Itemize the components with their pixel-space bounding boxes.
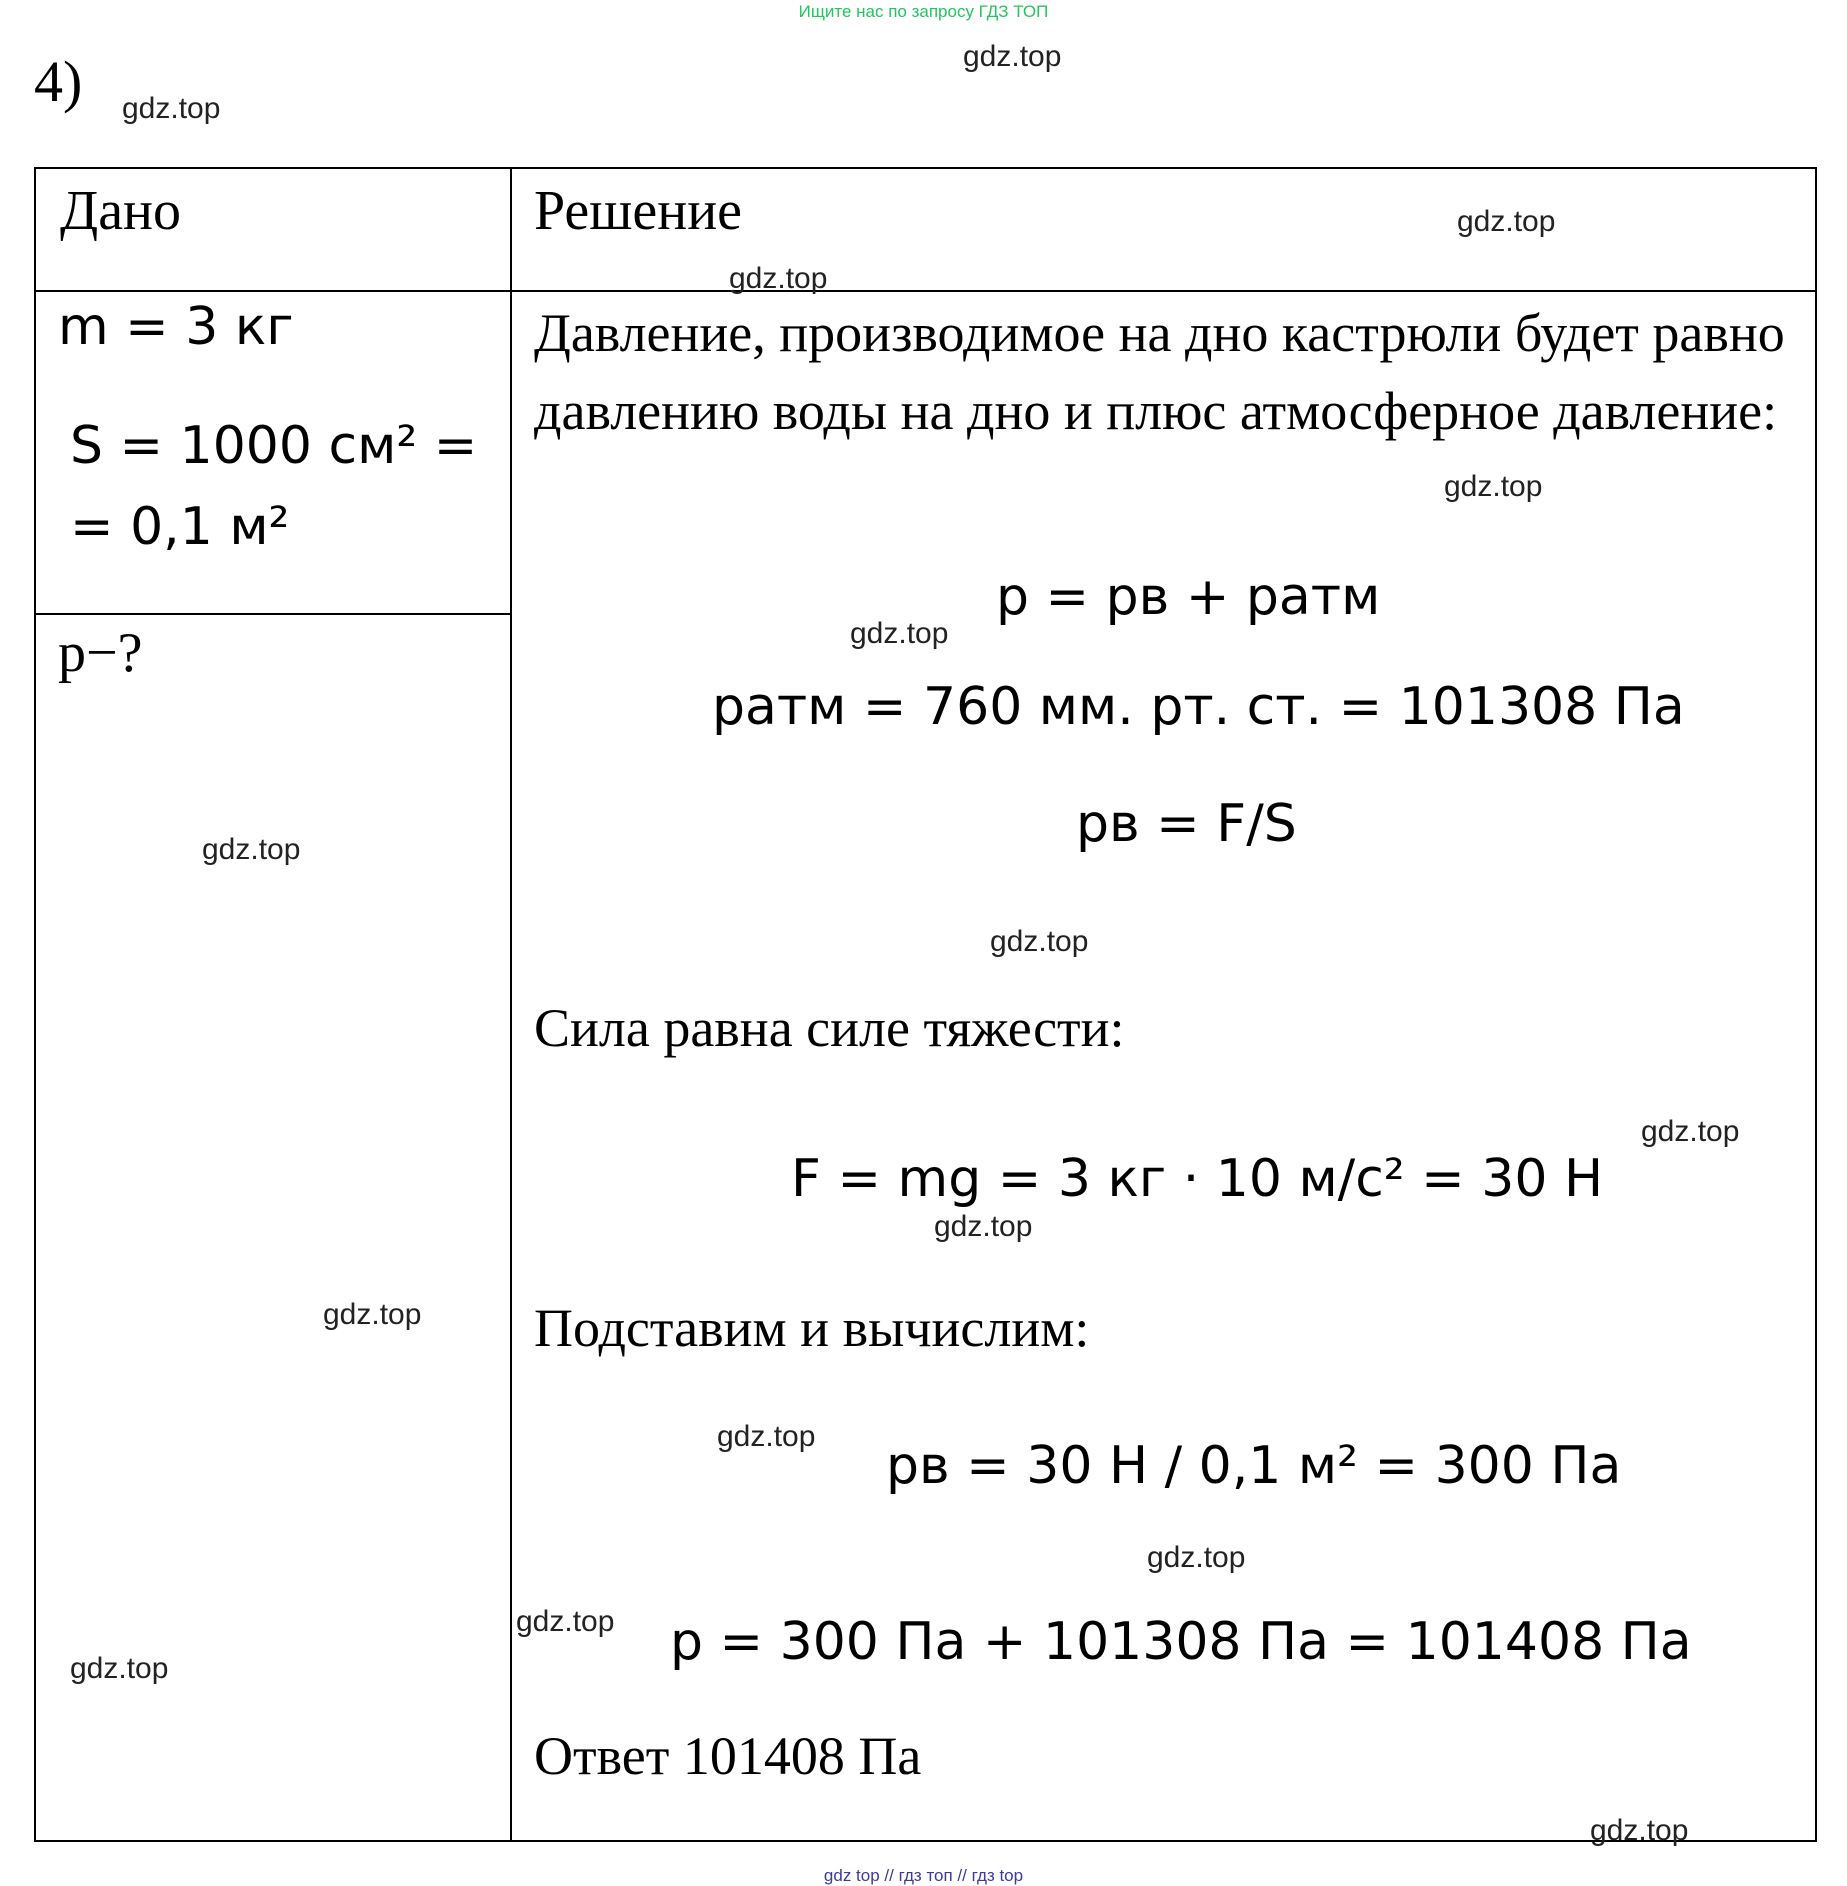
watermark: gdz.top	[516, 1605, 615, 1638]
watermark: gdz.top	[323, 1298, 422, 1331]
watermark: gdz.top	[934, 1210, 1033, 1243]
force-text: Сила равна силе тяжести:	[534, 998, 1125, 1058]
watermark: gdz.top	[202, 833, 301, 866]
watermark: gdz.top	[1457, 205, 1556, 238]
solution-intro: Давление, производимое на дно кастрюли будет равно давлению воды на дно и плюс атмосферное давление:	[534, 303, 1785, 441]
watermark: gdz.top	[963, 40, 1062, 73]
given-area-line2: = 0,1 м²	[70, 497, 290, 557]
eq-total-pressure: p = pв + pатм	[996, 567, 1381, 627]
watermark: gdz.top	[70, 1652, 169, 1685]
watermark: gdz.top	[1590, 1814, 1689, 1847]
watermark: gdz.top	[717, 1420, 816, 1453]
top-banner: Ищите нас по запросу ГДЗ ТОП	[798, 2, 1049, 21]
answer: Ответ 101408 Па	[534, 1726, 922, 1786]
eq-water-pressure: pв = F/S	[1076, 794, 1297, 854]
solution-header: Решение	[534, 180, 743, 242]
watermark: gdz.top	[850, 617, 949, 650]
eq-atm-pressure: pатм = 760 мм. рт. ст. = 101308 Па	[712, 677, 1685, 737]
header-divider	[36, 290, 1815, 292]
column-divider	[510, 169, 512, 1840]
given-divider	[36, 613, 510, 615]
solution-table	[34, 167, 1817, 1842]
task-number: 4)	[34, 49, 83, 114]
eq-total-value: p = 300 Па + 101308 Па = 101408 Па	[670, 1612, 1692, 1672]
watermark: gdz.top	[1147, 1541, 1246, 1574]
eq-force: F = mg = 3 кг · 10 м/с² = 30 Н	[791, 1149, 1604, 1209]
bottom-links[interactable]: gdz top // гдз топ // гдз top	[823, 1866, 1024, 1885]
watermark: gdz.top	[1641, 1115, 1740, 1148]
watermark: gdz.top	[990, 925, 1089, 958]
given-mass: m = 3 кг	[58, 297, 294, 357]
watermark: gdz.top	[122, 92, 221, 125]
watermark: gdz.top	[1444, 470, 1543, 503]
substitute-text: Подставим и вычислим:	[534, 1298, 1090, 1358]
given-header: Дано	[60, 180, 182, 242]
eq-water-pressure-value: pв = 30 Н / 0,1 м² = 300 Па	[886, 1436, 1622, 1496]
given-find: p−?	[58, 622, 143, 684]
watermark: gdz.top	[729, 262, 828, 295]
given-area-line1: S = 1000 см² =	[70, 416, 478, 476]
